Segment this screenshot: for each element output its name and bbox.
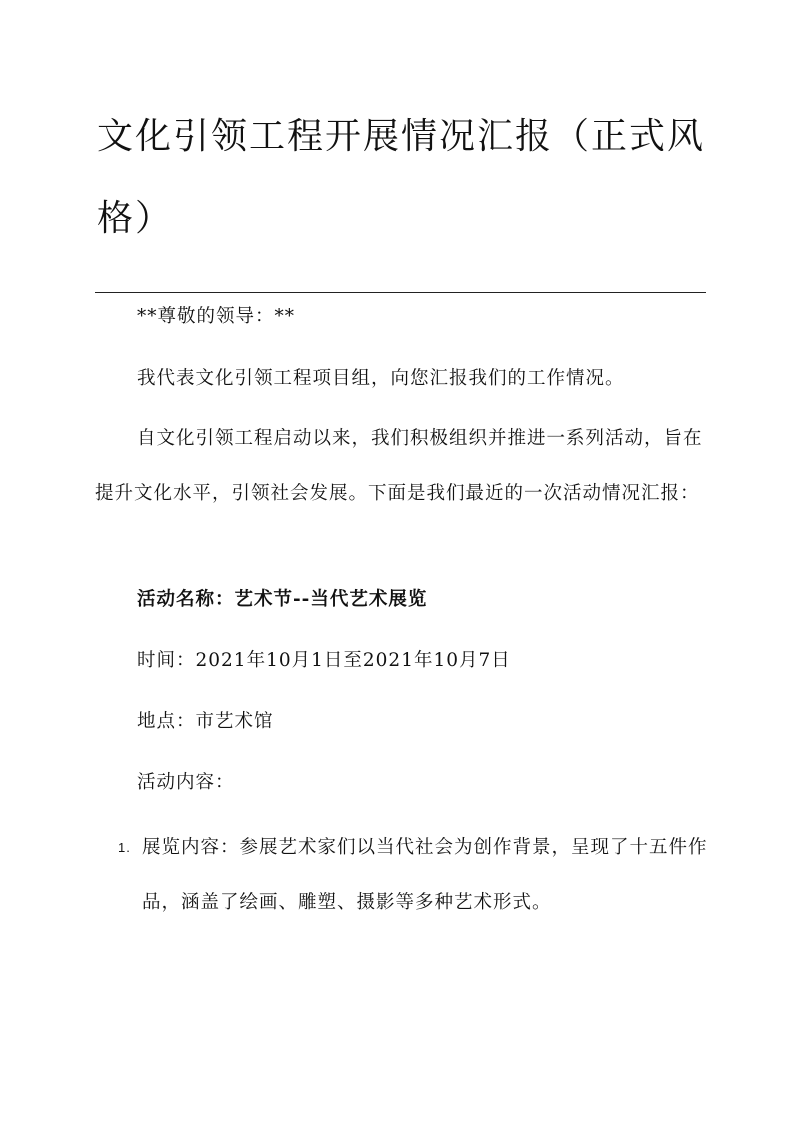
- salutation: **尊敬的领导：**: [137, 306, 296, 327]
- intro-paragraph: 我代表文化引领工程项目组，向您汇报我们的工作情况。: [137, 368, 625, 389]
- content-heading: 活动内容：: [137, 772, 235, 793]
- activity-name: 活动名称：艺术节--当代艺术展览: [137, 589, 428, 610]
- activity-location: 地点：市艺术馆: [137, 711, 274, 732]
- list-item: [118, 820, 708, 930]
- activity-time: 时间：2021年10月1日至2021年10月7日: [137, 650, 511, 671]
- list-item-text: 展览内容：参展艺术家们以当代社会为创作背景，呈现了十五件作品，涵盖了绘画、雕塑、摄影等多种艺术形式。: [142, 837, 708, 913]
- background-paragraph: 自文化引领工程启动以来，我们积极组织并推进一系列活动，旨在提升文化水平，引领社会发展。下面是我们最近的一次活动情况汇报：: [95, 428, 703, 504]
- document-title: 文化引领工程开展情况汇报（正式风格）: [97, 116, 706, 239]
- list-item-number: 1.: [118, 840, 131, 855]
